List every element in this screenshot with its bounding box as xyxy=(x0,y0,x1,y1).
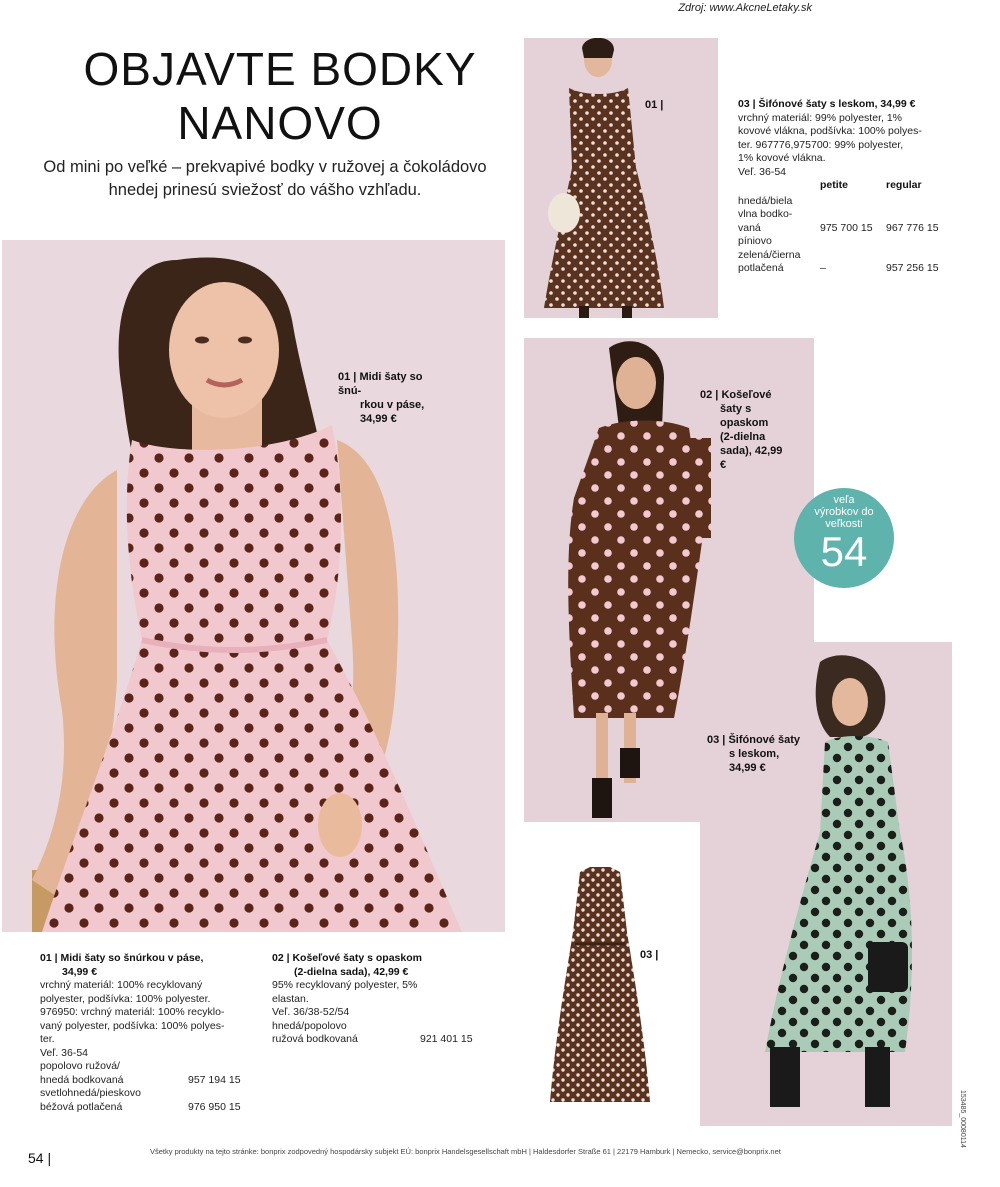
label-03-small-number: 03 xyxy=(640,949,653,961)
product-02-title-1: 02 | Košeľové šaty s opaskom xyxy=(272,952,422,964)
product-02-sizes: Veľ. 36/38-52/54 xyxy=(272,1006,350,1018)
product-01-title-2: 34,99 € xyxy=(62,965,98,978)
label-01-line-3: 34,99 € xyxy=(360,413,397,425)
label-02-line-1: Košeľové xyxy=(721,389,772,401)
product-03-r2-petite: – xyxy=(820,262,826,274)
headline-line-2: NANOVO xyxy=(177,97,383,149)
product-03-desc-2: kovové vlákna, podšívka: 100% polyes- xyxy=(738,125,922,137)
pink-dress-illustration xyxy=(2,240,505,932)
product-01-title-1: 01 | Midi šaty so šnúrkou v páse, xyxy=(40,952,204,964)
product-01-desc-1: vrchný materiál: 100% recyklovaný xyxy=(40,979,203,991)
label-photo-03: 03 | Šifónové šaty s leskom, 34,99 € xyxy=(707,733,817,775)
product-02-r1-a: hnedá/popolovo xyxy=(272,1019,347,1032)
label-02-line-5: sada), 42,99 € xyxy=(720,445,783,471)
product-03-r2-c: potlačená xyxy=(738,262,784,274)
headline-line-1: OBJAVTE BODKY xyxy=(83,43,477,95)
label-02-line-2: šaty s xyxy=(720,403,752,415)
product-01-r2-b: béžová potlačená xyxy=(40,1100,123,1113)
product-02-title-2: (2-dielna sada), 42,99 € xyxy=(294,965,409,978)
badge-line-2: výrobkov do xyxy=(814,506,874,518)
subheadline-line-2: hnedej prinesú sviežosť do vášho vzhľadu. xyxy=(108,181,422,199)
headline xyxy=(60,42,500,150)
page-number: 54 | xyxy=(28,1150,52,1166)
product-01-info xyxy=(40,952,270,1114)
product-02-r1-code: 921 401 15 xyxy=(420,1033,473,1045)
label-02-line-3: opaskom xyxy=(720,417,769,429)
mint-dress-illustration xyxy=(700,642,952,1126)
subheadline xyxy=(30,156,500,202)
badge-line-1: veľa xyxy=(833,494,855,506)
label-01-number: 01 xyxy=(338,371,351,383)
label-photo-03-small: 03 | xyxy=(640,949,659,961)
product-01-desc-3: 976950: vrchný materiál: 100% recyklo- xyxy=(40,1006,225,1018)
product-02-r1-b: ružová bodkovaná xyxy=(272,1033,358,1045)
product-03-desc-3: ter. 967776,975700: 99% polyester, xyxy=(738,138,904,151)
label-01-line-1: Midi šaty so šnú- xyxy=(338,371,423,397)
label-02-number: 02 xyxy=(700,389,713,401)
subheadline-line-1: Od mini po veľké – prekvapivé bodky v ružovej a čokoládovo xyxy=(43,158,487,176)
footer-legal: Všetky produkty na tejto stránke: bonprix zodpovedný hospodársky subjekt EÚ: bonprix Handelsgesellschaft mbH | Haldesdorfer Straße 61 | 22179 Hamburk | Nemecko, service@bonprix.net xyxy=(150,1147,781,1156)
product-01-desc-2: polyester, podšívka: 100% polyester. xyxy=(40,992,211,1005)
product-01-desc-5: ter. xyxy=(40,1033,55,1045)
product-03-info xyxy=(738,98,968,276)
label-03-number: 03 xyxy=(707,734,720,746)
product-01-r2-a: svetlohnedá/pieskovo xyxy=(40,1087,141,1099)
product-01-desc-4: vaný polyester, podšívka: 100% polyes- xyxy=(40,1019,225,1032)
product-03-r1-b: vlna bodko- xyxy=(738,208,793,220)
badge-line-3: veľkosti xyxy=(825,518,863,530)
label-photo-02: 02 | Košeľové šaty s opaskom (2-dielna sada), 42,99 € xyxy=(700,388,790,472)
flatlay-dress-illustration xyxy=(545,862,655,1112)
product-03-r2-b: zelená/čierna xyxy=(738,248,801,261)
product-03-sizes: Veľ. 36-54 xyxy=(738,165,787,178)
catalog-code: 153485_00080114 xyxy=(959,1090,966,1148)
product-03-r2-regular: 957 256 15 xyxy=(886,262,939,274)
product-03-title: 03 | Šifónové šaty s leskom, 34,99 € xyxy=(738,98,916,110)
photo-brown-white-dots xyxy=(524,38,718,318)
size-badge xyxy=(794,488,894,588)
product-03-r2-a: píniovo xyxy=(738,235,772,247)
product-01-r2-code: 976 950 15 xyxy=(188,1100,241,1113)
photo-pink-dress xyxy=(2,240,505,932)
product-03-desc-1: vrchný materiál: 99% polyester, 1% xyxy=(738,111,902,124)
label-01-small-number: 01 xyxy=(645,99,658,111)
product-03-head-regular: regular xyxy=(886,179,922,191)
brown-dress-illustration xyxy=(524,38,718,318)
label-photo-01-small: 01 | xyxy=(645,99,664,111)
label-photo-01: 01 | Midi šaty so šnú- rkou v páse, 34,99 € xyxy=(338,370,448,426)
photo-flatlay-dress xyxy=(545,862,655,1112)
photo-mint-dress xyxy=(700,642,952,1126)
label-02-line-4: (2-dielna xyxy=(720,431,766,443)
product-03-desc-4: 1% kovové vlákna. xyxy=(738,152,826,164)
product-03-r1-c: vaná xyxy=(738,221,761,234)
label-03-line-3: 34,99 € xyxy=(729,762,766,774)
label-03-line-1: Šifónové šaty xyxy=(728,734,800,746)
product-03-r1-petite: 975 700 15 xyxy=(820,221,873,234)
label-01-line-2: rkou v páse, xyxy=(360,399,425,411)
product-02-desc-1: 95% recyklovaný polyester, 5% xyxy=(272,979,418,991)
label-03-line-2: s leskom, xyxy=(729,748,780,760)
product-01-sizes: Veľ. 36-54 xyxy=(40,1046,89,1059)
product-02-desc-2: elastan. xyxy=(272,992,309,1005)
product-03-r1-a: hnedá/biela xyxy=(738,194,793,207)
product-01-r1-b: hnedá bodkovaná xyxy=(40,1073,124,1086)
badge-number: 54 xyxy=(820,528,868,575)
source-note: Zdroj: www.AkcneLetaky.sk xyxy=(678,2,812,14)
product-01-r1-code: 957 194 15 xyxy=(188,1073,241,1086)
product-03-head-petite: petite xyxy=(820,179,849,191)
product-01-r1-a: popolovo ružová/ xyxy=(40,1060,120,1072)
product-03-r1-regular: 967 776 15 xyxy=(886,221,939,234)
product-02-info xyxy=(272,952,512,1047)
